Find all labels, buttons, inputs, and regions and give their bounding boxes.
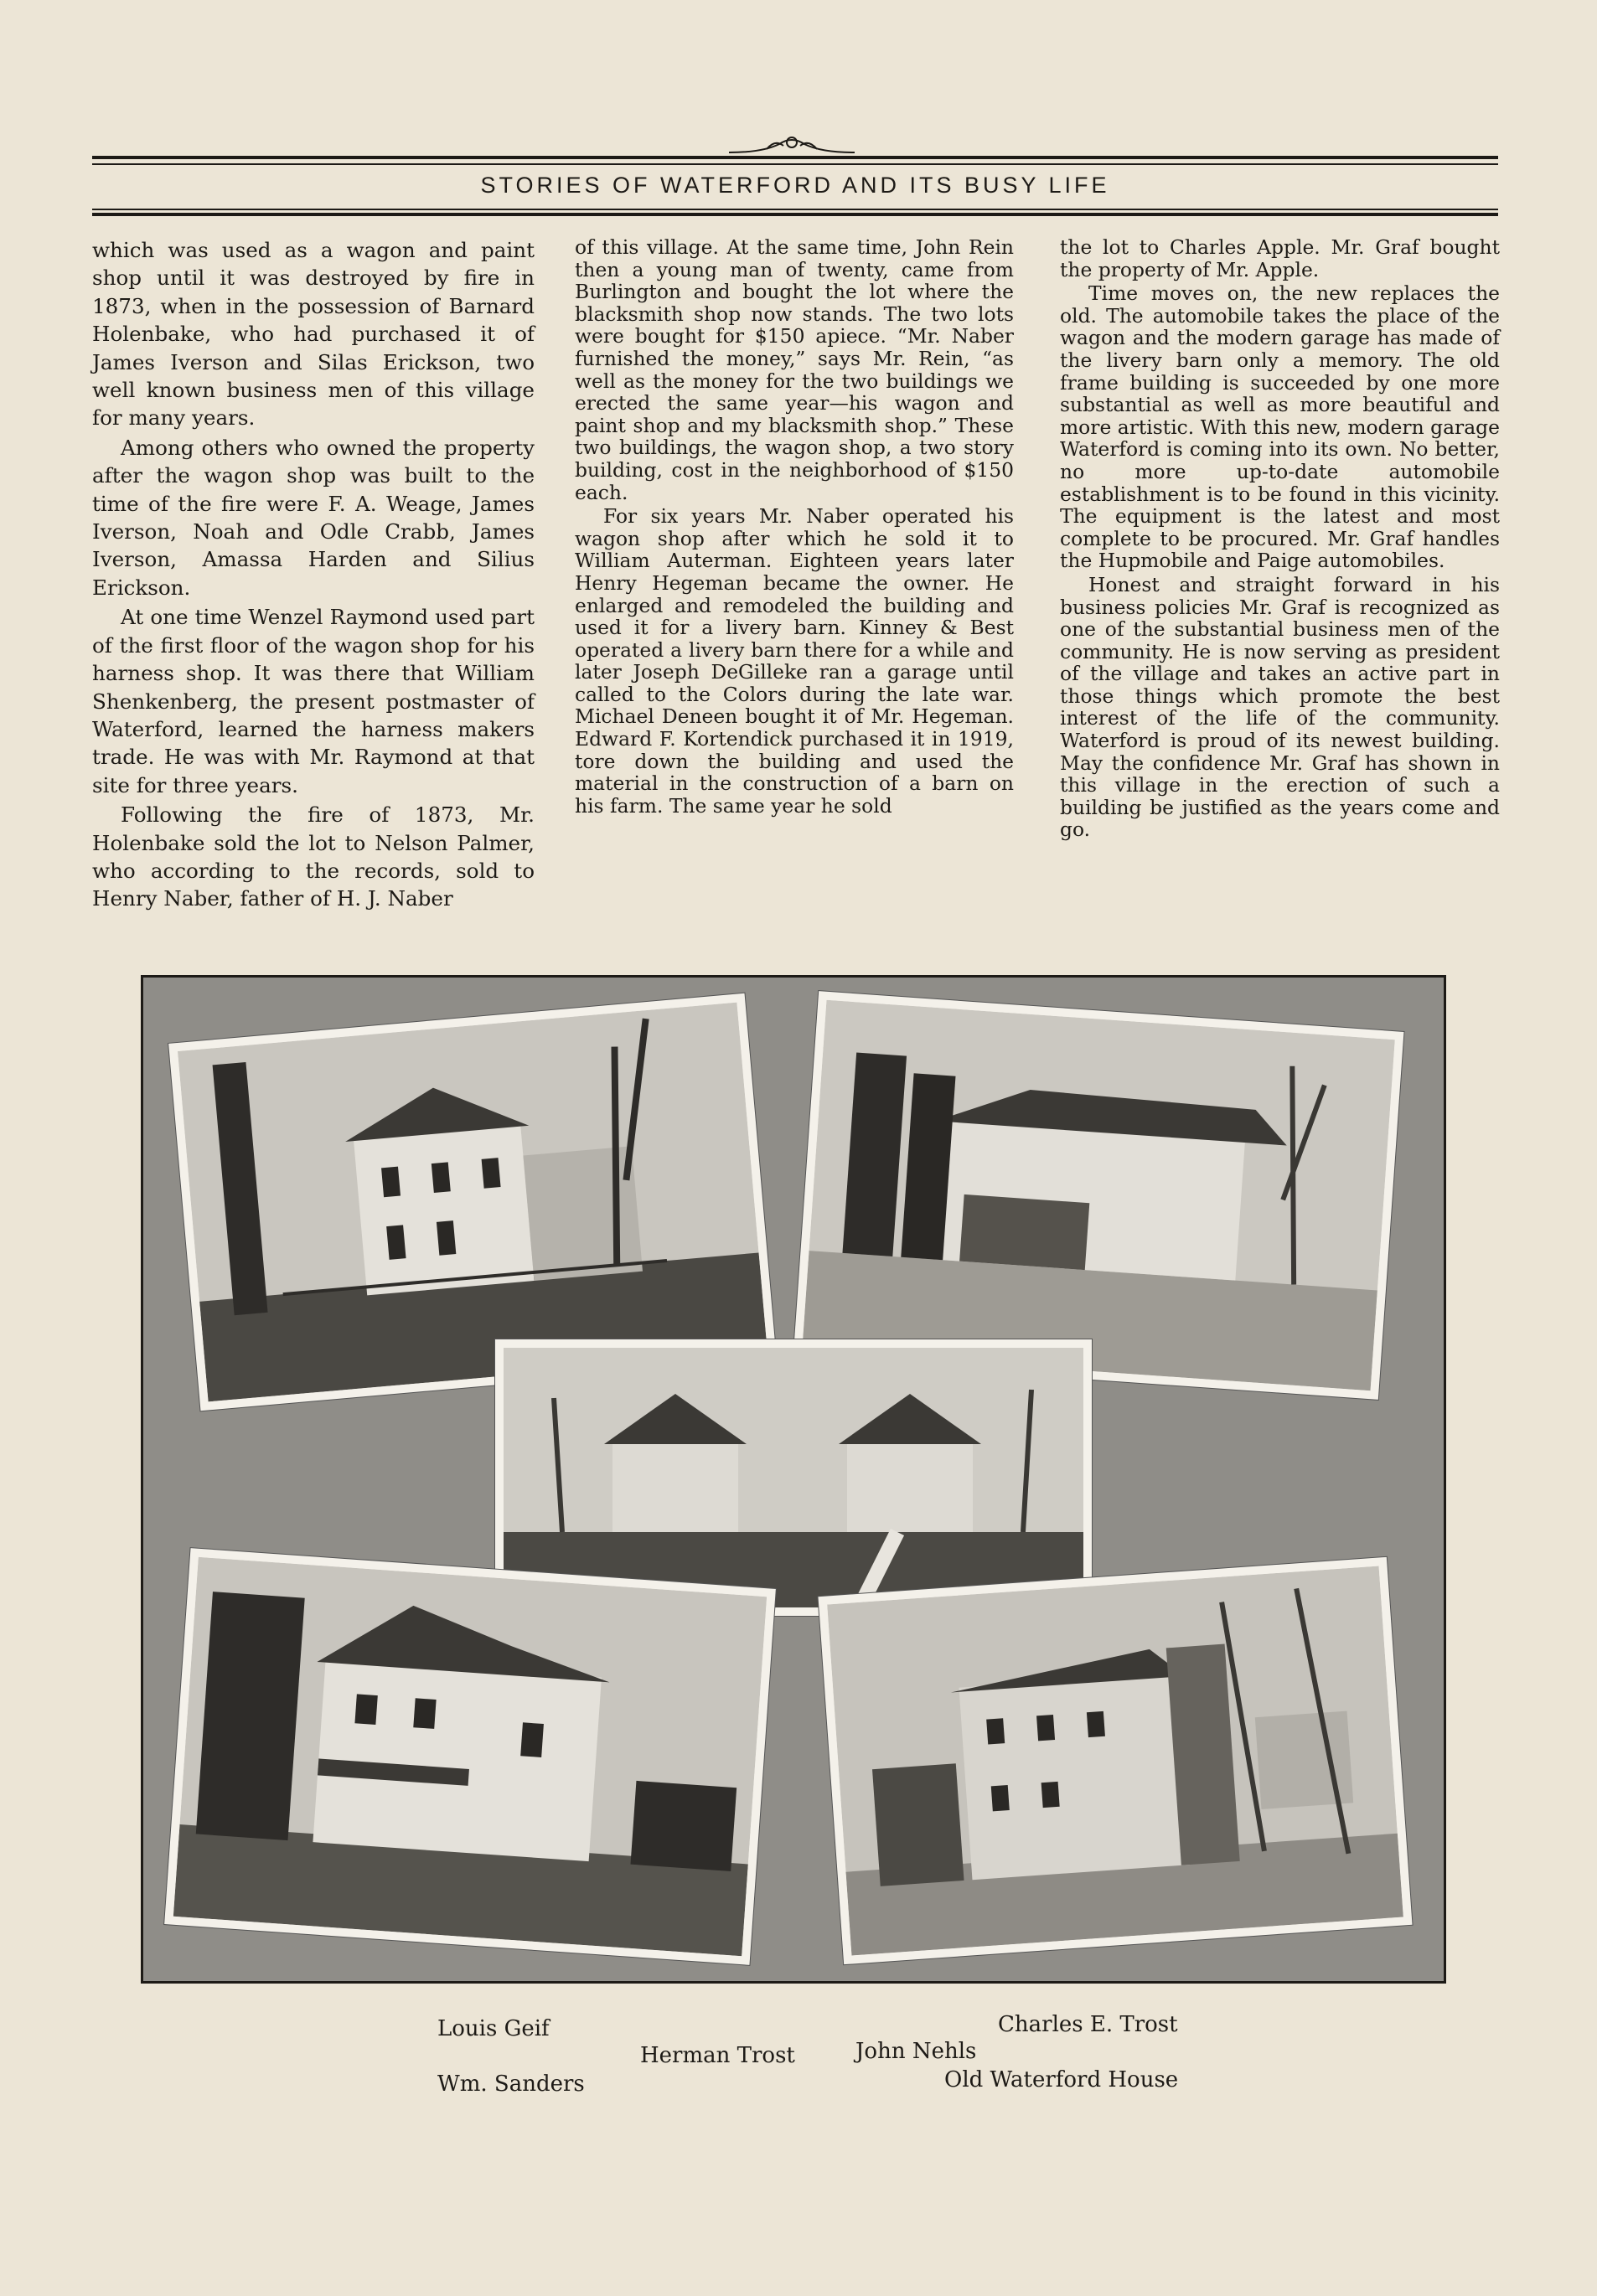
house-photo-charles-trost [793,991,1404,1400]
caption-herman-trost: Herman Trost [640,2043,795,2068]
paragraph: For six years Mr. Naber operated his wagon shop after which he sold it to William Auterman. Eighteen years later Henry Hegeman became the owner. He enlarged and remodeled the building and used it for a livery barn. Kinney & Best operated a livery barn there for a while and later Joseph DeGilleke ran a garage until called to the Colors during the late war. Michael Deneen bought it of Mr. Hegeman. Edward F. Kortendick purchased it in 1919, tore down the building and used the material in the construction of a barn on his farm. The same year he sold [575,504,1014,818]
paragraph: Among others who owned the property after the wagon shop was built to the time of the fire were F. A. Weage, James Iverson, Noah and Odle Crabb, James Iverson, Amassa Harden and Silius Erickson. [92,435,535,600]
article-column-1 [92,236,535,913]
header-ornament-icon [721,132,863,157]
house-photo-icon [802,1000,1395,1390]
paragraph: which was used as a wagon and paint shop until it was destroyed by fire in 1873, when in the possession of Barnard Holenbake, who had purchased it of James Iverson and Silas Erickson, two well known business men of this village for many years. [92,238,535,431]
house-photo-herman-trost-john-nehls [495,1339,1092,1616]
house-photo-wm-sanders [164,1548,776,1965]
photo-collage [141,975,1446,1984]
house-photo-icon [504,1348,1083,1607]
caption-louis-geif: Louis Geif [437,2016,550,2041]
house-photo-icon [827,1566,1403,1955]
paragraph: At one time Wenzel Raymond used part of the first floor of the wagon shop for his harness shop. It was there that William Shenkenberg, the present postmaster of Waterford, learned the harness makers trade. He was with Mr. Raymond at that site for three years. [92,605,535,797]
paragraph: Time moves on, the new replaces the old. The automobile takes the place of the wagon and the modern garage has made of the livery barn only a memory. The old frame building is succeeded by one more substantial as well as more beautiful and more artistic. With this new, modern garage Waterford is coming into its own. No better, no more up-to-date automobile establishment is to be found in this vicinity. The equipment is the latest and most complete to be procured. Mr. Graf handles the Hupmobile and Paige automobiles. [1060,281,1500,573]
caption-john-nehls: John Nehls [855,2039,977,2064]
article-column-2 [575,236,1014,817]
caption-charles-trost: Charles E. Trost [998,2012,1178,2037]
article-column-3 [1060,236,1500,841]
header-rule-top-thin [92,163,1498,165]
header-rule-top [92,156,1498,159]
running-title: STORIES OF WATERFORD AND ITS BUSY LIFE [480,173,1110,198]
paragraph: of this village. At the same time, John Rein then a young man of twenty, came from Burlington and bought the lot where the blacksmith shop now stands. The two lots were bought for $150 apiece. “Mr. Naber furnished the money,” says Mr. Rein, “as well as the money for the two buildings we erected the same year—his wagon and paint shop and my blacksmith shop.” These two buildings, the wagon shop, a two story building, cost in the neighborhood of $150 each. [575,235,1014,504]
header-rule-bottom-thin [92,209,1498,210]
caption-old-waterford-house: Old Waterford House [944,2067,1179,2092]
caption-wm-sanders: Wm. Sanders [437,2072,585,2097]
paragraph: Honest and straight forward in his business policies Mr. Graf is recognized as one of the substantial business men of the community. He is now serving as president of the village and takes an active part in those things which promote the best interest of the life of the community. Waterford is proud of its newest building. May the confidence Mr. Graf has shown in this village in the erection of such a building be justified as the years come and go. [1060,572,1500,842]
paragraph: the lot to Charles Apple. Mr. Graf bought the property of Mr. Apple. [1060,235,1500,281]
header-rule-bottom [92,213,1498,216]
building-photo-old-waterford-house [818,1557,1412,1964]
paragraph: Following the fire of 1873, Mr. Holenbake sold the lot to Nelson Palmer, who according to the records, sold to Henry Naber, father of H. J. Naber [92,802,535,911]
house-photo-icon [173,1557,767,1956]
